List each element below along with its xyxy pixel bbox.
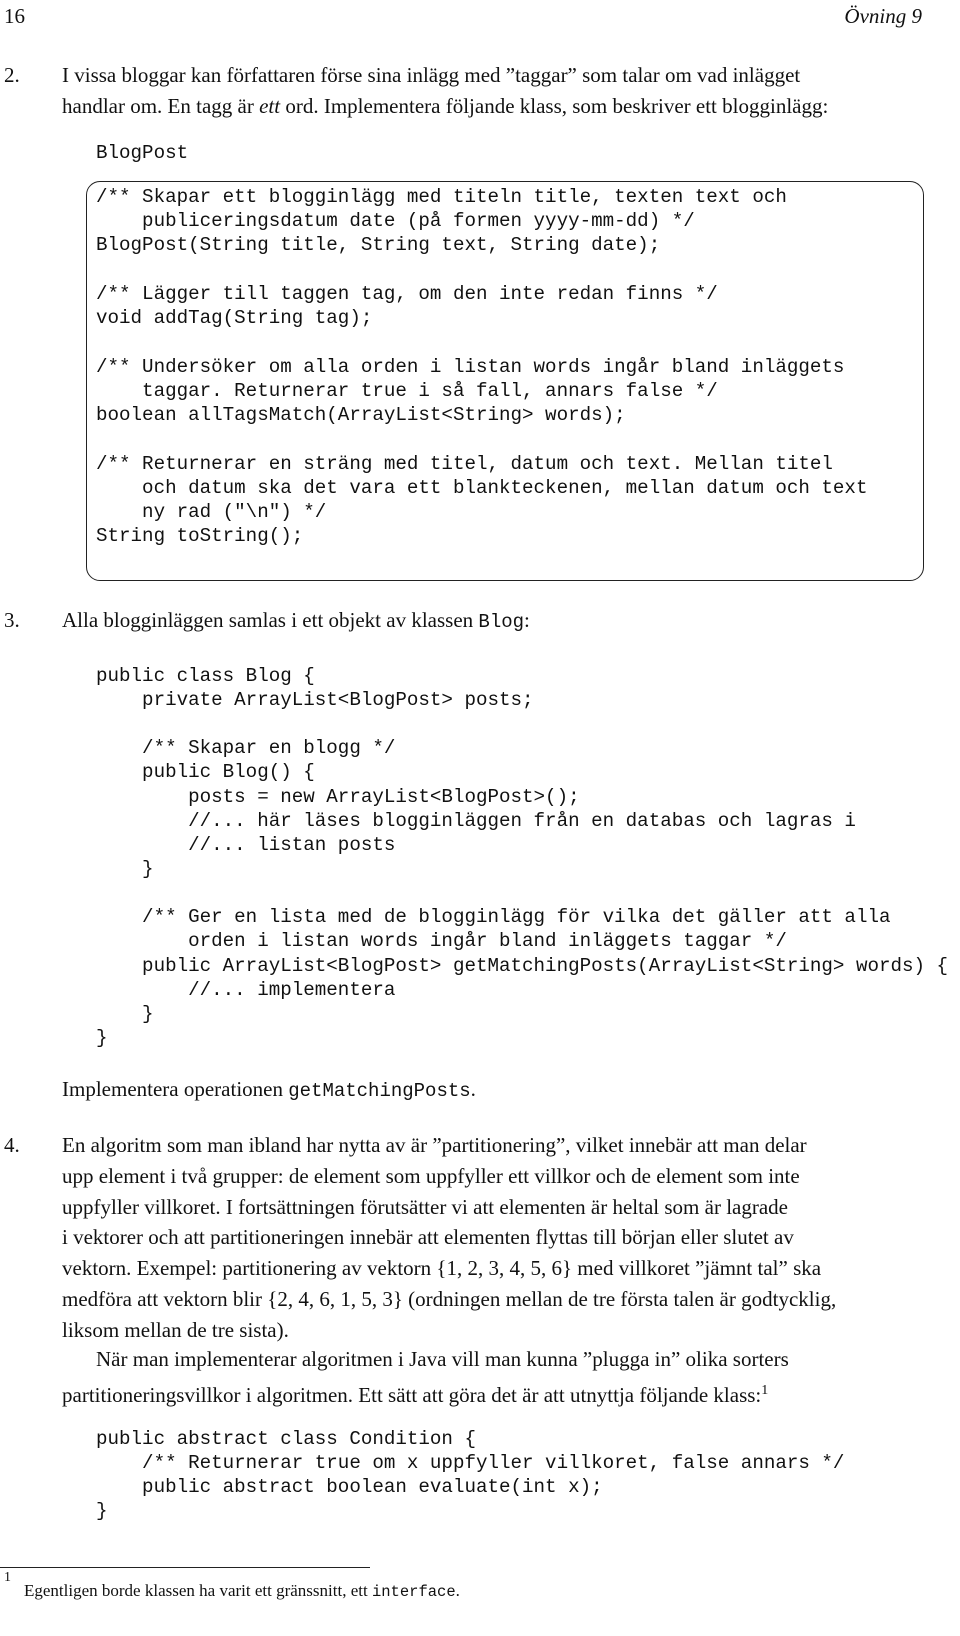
code-line: /** Skapar en blogg */: [96, 737, 396, 759]
q4-text-line: En algoritm som man ibland har nytta av är ”partitionering”, vilket innebär att man delar: [62, 1133, 807, 1157]
q4-text-line: upp element i två grupper: de element som uppfyller ett villkor och de element som inte: [62, 1164, 800, 1188]
code-line: private ArrayList<BlogPost> posts;: [96, 689, 534, 711]
q4-text-line: partitioneringsvillkor i algoritmen. Ett sätt att göra det är att utnyttja följande klass:$^1$: [62, 1383, 769, 1407]
code-line: publiceringsdatum date (på formen yyyy-mm-dd) */: [96, 210, 695, 232]
code-line: }: [96, 858, 154, 880]
code-line: /** Returnerar true om x uppfyller villkoret, false annars */: [96, 1452, 845, 1474]
code-line: boolean allTagsMatch(ArrayList<String> words);: [96, 404, 626, 426]
code-line: /** Undersöker om alla orden i listan words ingår bland inläggets: [96, 356, 845, 378]
q3-intro: Alla blogginläggen samlas i ett objekt av klassen Blog:: [62, 608, 530, 633]
code-line: taggar. Returnerar true i så fall, annars false */: [96, 380, 718, 402]
code-line: ny rad ("\n") */: [96, 501, 327, 523]
code-line: public abstract class Condition {: [96, 1428, 476, 1450]
section-title: Övning 9: [844, 4, 922, 28]
q3-outro: Implementera operationen getMatchingPosts.: [62, 1077, 476, 1102]
code-line: String toString();: [96, 525, 304, 547]
code-line: }: [96, 1500, 108, 1522]
code-line: void addTag(String tag);: [96, 307, 373, 329]
q4-text-line: uppfyller villkoret. I fortsättningen förutsätter vi att elementen är heltal som är lagrade: [62, 1195, 788, 1219]
code-line: public class Blog {: [96, 665, 315, 687]
code-line: /** Lägger till taggen tag, om den inte redan finns */: [96, 283, 718, 305]
footnote-mark: 1: [4, 1570, 11, 1585]
code-line: }: [96, 1003, 154, 1025]
code-line: public Blog() {: [96, 761, 315, 783]
code-line: posts = new ArrayList<BlogPost>();: [96, 786, 580, 808]
q3-number: 3.: [4, 608, 20, 632]
code-line: och datum ska det vara ett blankteckenen, mellan datum och text: [96, 477, 868, 499]
q2-text-line-1: I vissa bloggar kan författaren förse sina inlägg med ”taggar” som talar om vad inlägget: [62, 63, 801, 87]
code-line: public ArrayList<BlogPost> getMatchingPosts(ArrayList<String> words) {: [96, 955, 949, 977]
code-line: public abstract boolean evaluate(int x);: [96, 1476, 603, 1498]
code-line: BlogPost(String title, String text, String date);: [96, 234, 661, 256]
q4-text-line: medföra att vektorn blir {2, 4, 6, 1, 5, 3} (ordningen mellan de tre första talen är godtycklig,: [62, 1287, 837, 1311]
q2-number: 2.: [4, 63, 20, 87]
q2-class-name: BlogPost: [96, 142, 189, 164]
q4-number: 4.: [4, 1133, 20, 1157]
code-line: /** Ger en lista med de blogginlägg för vilka det gäller att alla: [96, 906, 891, 928]
q4-text-line: i vektorer och att partitioneringen innebär att elementen flyttas till början eller slutet av: [62, 1225, 794, 1249]
code-line: orden i listan words ingår bland inläggets taggar */: [96, 930, 787, 952]
q2-text-line-2: handlar om. En tagg är ett ord. Implementera följande klass, som beskriver ett blogginlägg:: [62, 94, 829, 118]
code-line: /** Returnerar en sträng med titel, datum och text. Mellan titel: [96, 453, 833, 475]
code-line: //... listan posts: [96, 834, 396, 856]
q4-text-line: vektorn. Exempel: partitionering av vektorn {1, 2, 3, 4, 5, 6} med villkoret ”jämnt tal” ska: [62, 1256, 822, 1280]
footnote-reference[interactable]: 1: [761, 1383, 769, 1398]
code-line: //... implementera: [96, 979, 396, 1001]
page-number: 16: [4, 4, 25, 28]
code-line: /** Skapar ett blogginlägg med titeln title, texten text och: [96, 186, 787, 208]
code-line: }: [96, 1027, 108, 1049]
q4-text-line: liksom mellan de tre sista).: [62, 1318, 289, 1342]
footnote-rule: [0, 1567, 370, 1568]
footnote-text: Egentligen borde klassen ha varit ett gränssnitt, ett interface.: [24, 1581, 460, 1601]
q4-text-line: När man implementerar algoritmen i Java vill man kunna ”plugga in” olika sorters: [96, 1347, 789, 1371]
code-line: //... här läses blogginläggen från en databas och lagras i: [96, 810, 856, 832]
